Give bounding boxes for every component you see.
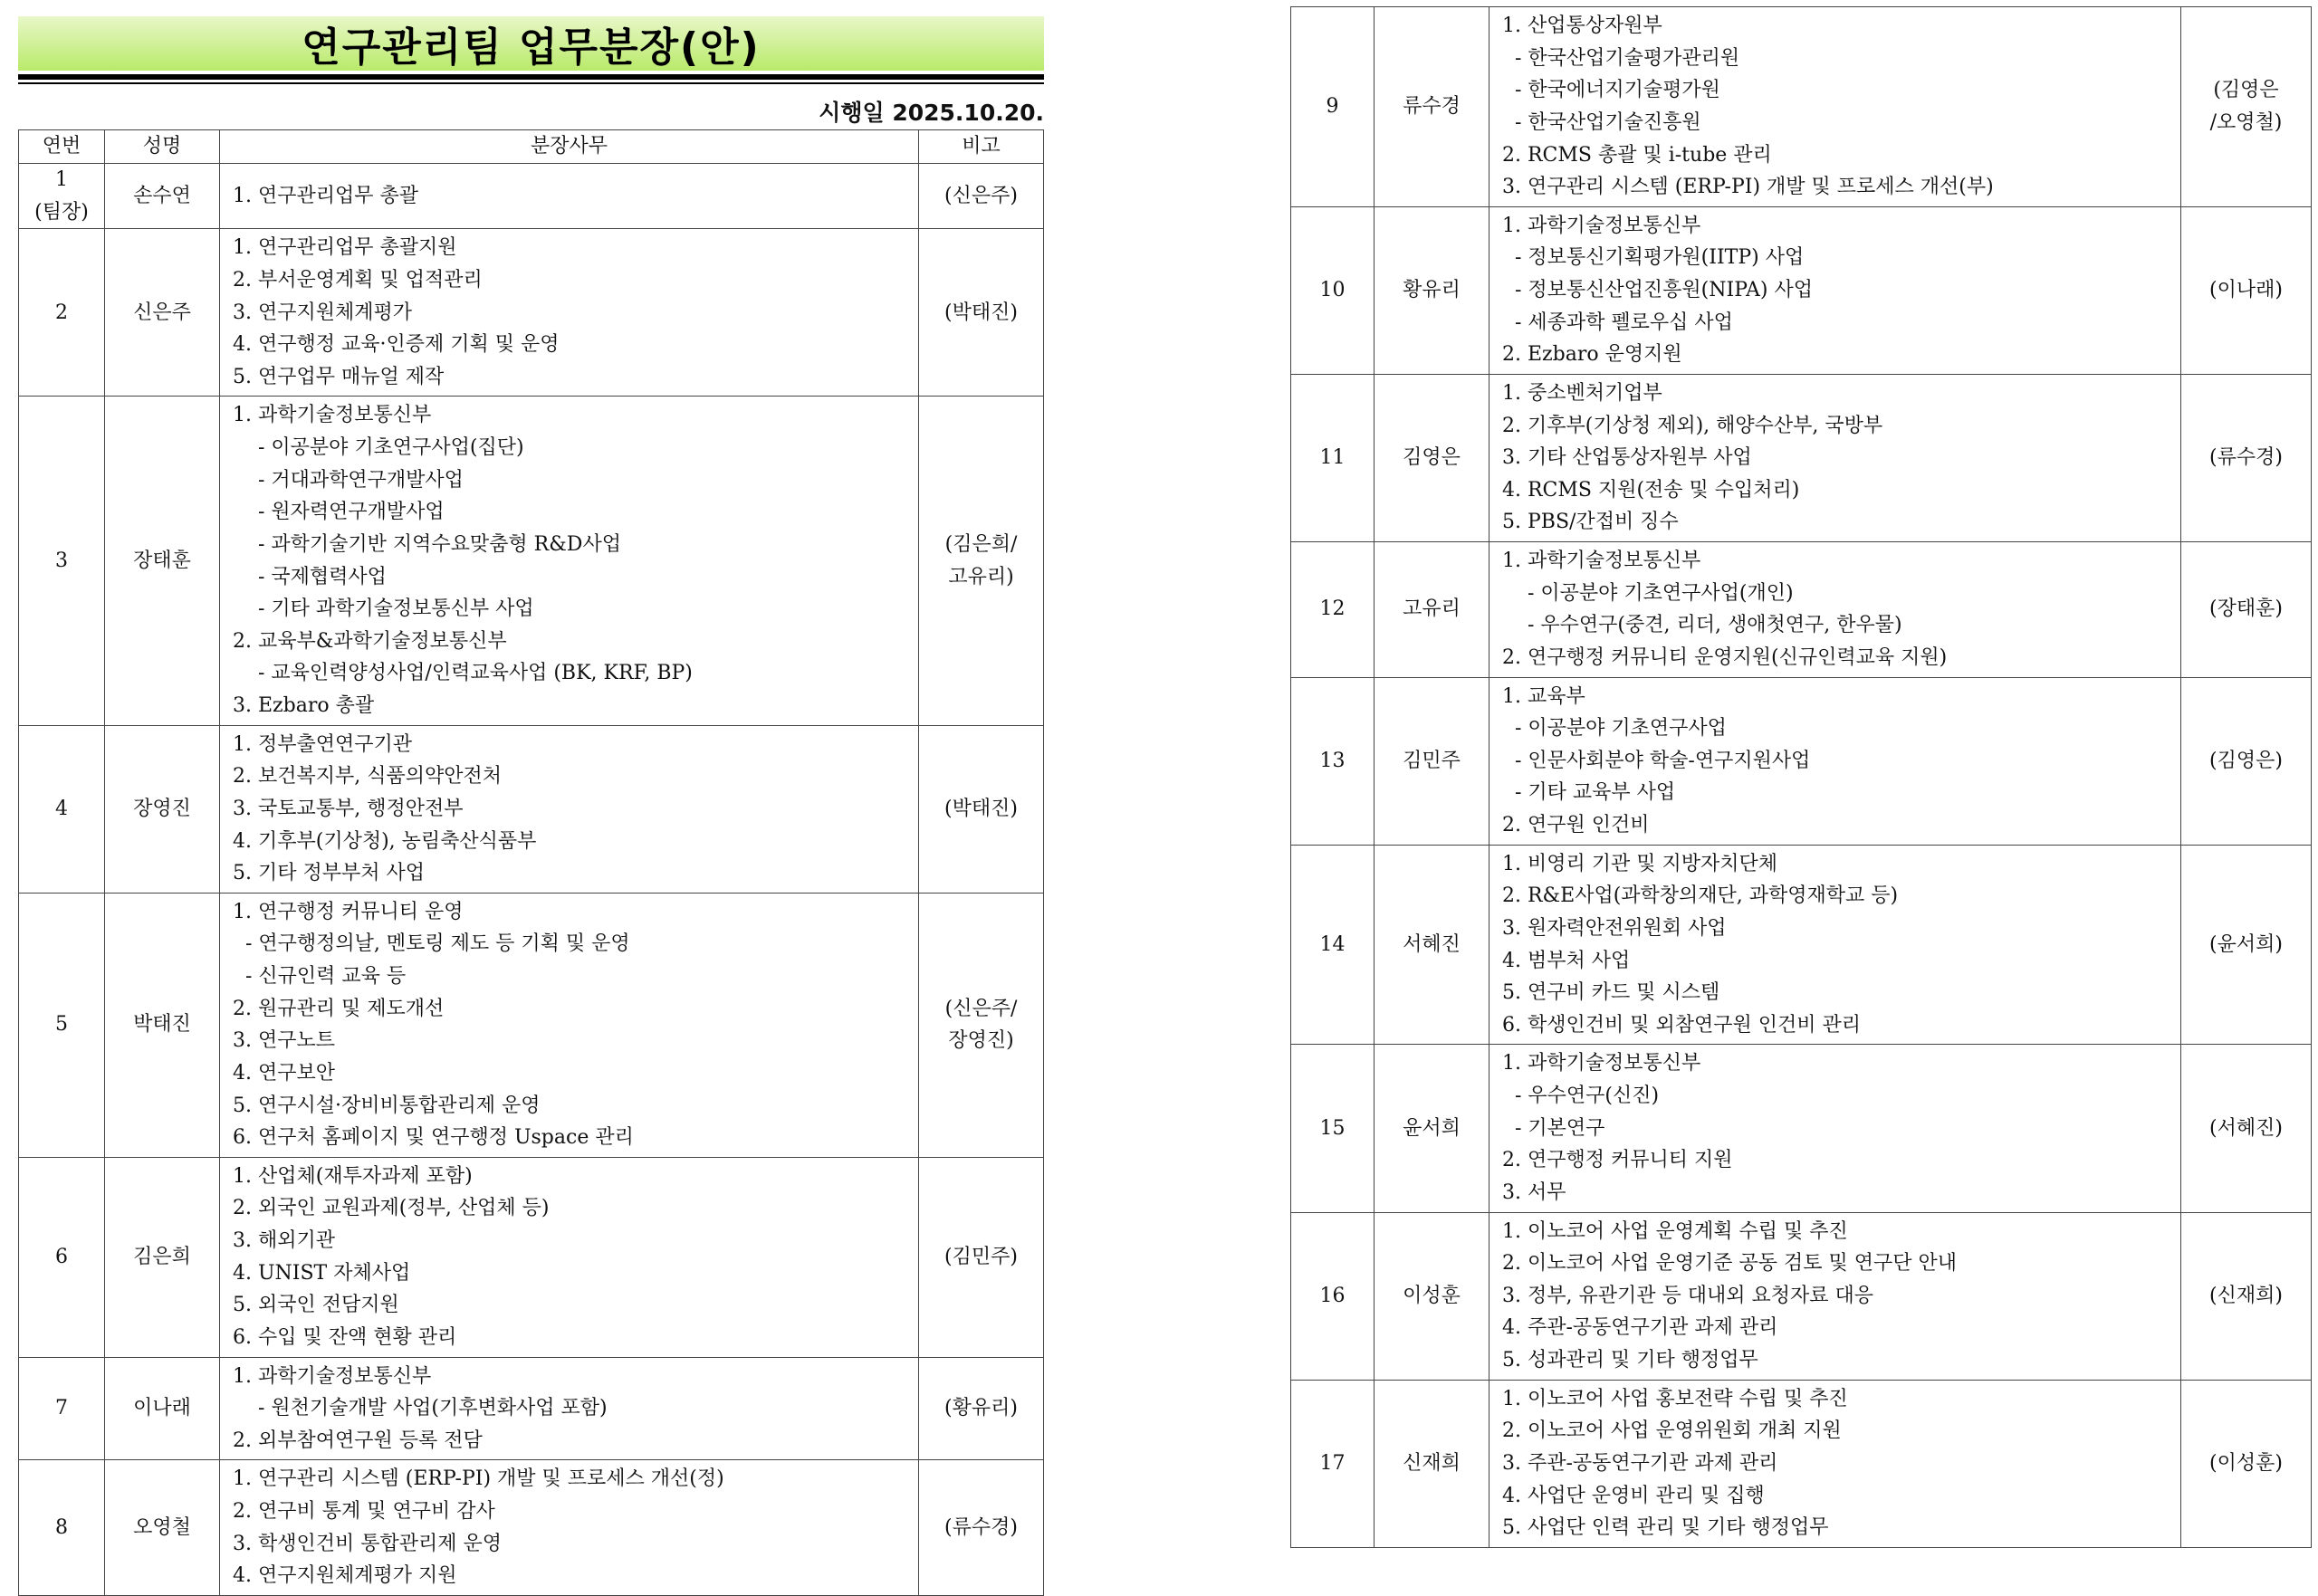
document-title: 연구관리팀 업무분장(안) [302,24,761,71]
duty-item: 2. 연구비 통계 및 연구비 감사 [233,1500,495,1523]
duty-item: 2. Ezbaro 운영지원 [1502,343,1682,367]
duty-item: 2. 보건복지부, 식품의약안전처 [233,765,502,788]
duty-item: - 국제협력사업 [233,565,387,588]
duty-item: 5. 연구시설·장비비통합관리제 운영 [233,1094,541,1117]
duty-item: - 과학기술기반 지역수요맞춤형 R&D사업 [233,532,621,556]
duties-cell [1489,542,2181,678]
header-note: 비고 [919,130,1044,164]
duties-cell [220,1157,919,1357]
title-rule-thick [18,74,1044,80]
staff-name: 황유리 [1375,206,1489,374]
duty-item: 1. 교육부 [1502,684,1585,708]
duty-item: 5. PBS/간접비 징수 [1502,511,1679,534]
duty-item: 3. 기타 산업통상자원부 사업 [1502,446,1752,470]
duty-item: 4. UNIST 자체사업 [233,1261,411,1285]
duty-item: 3. 연구노트 [233,1029,335,1053]
table-row [19,1460,1044,1596]
row-number: 2 [19,229,105,397]
header-name: 성명 [105,130,220,164]
duty-item: 1. 이노코어 사업 홍보전략 수립 및 추진 [1502,1387,1848,1410]
table-row [19,164,1044,229]
duties-cell [220,229,919,397]
duty-item: 2. 기후부(기상청 제외), 해양수산부, 국방부 [1502,414,1883,437]
duty-item: 3. 원자력안전위원회 사업 [1502,916,1727,940]
duty-item: 1. 과학기술정보통신부 [1502,1052,1701,1075]
duty-item: - 이공분야 기초연구사업(집단) [233,436,524,459]
staff-name: 박태진 [105,893,220,1157]
staff-name: 김영은 [1375,374,1489,541]
backup-note: (신재희) [2181,1212,2312,1380]
staff-name: 장영진 [105,725,220,893]
table-row [1291,7,2312,207]
duty-item: 5. 기타 정부부처 사업 [233,862,425,885]
row-number: 7 [19,1357,105,1460]
row-number: 1 (팀장) [19,164,105,229]
duty-item: 1. 연구관리업무 총괄 [233,184,418,207]
backup-note: (류수경) [919,1460,1044,1596]
row-number: 11 [1291,374,1375,541]
duty-item: - 이공분야 기초연구사업(개인) [1502,581,1794,605]
row-number: 15 [1291,1045,1375,1212]
duty-item: 2. 외국인 교원과제(정부, 산업체 등) [233,1197,550,1220]
duties-cell [1489,1045,2181,1212]
title-banner [18,16,1044,71]
duty-item: - 정보통신산업진흥원(NIPA) 사업 [1502,279,1813,301]
table-row [1291,542,2312,678]
staff-name: 오영철 [105,1460,220,1596]
duty-item: - 우수연구(중견, 리더, 생애첫연구, 한우물) [1502,614,1902,637]
duty-item: 5. 사업단 인력 관리 및 기타 행정업무 [1502,1516,1829,1540]
duties-cell [1489,1380,2181,1547]
duty-item: - 연구행정의날, 멘토링 제도 등 기획 및 운영 [233,932,630,956]
header-no: 연번 [19,130,105,164]
staff-name: 김은희 [105,1157,220,1357]
duty-item: 1. 산업체(재투자과제 포함) [233,1164,473,1188]
table-row [1291,677,2312,845]
duty-item: 1. 중소벤처기업부 [1502,381,1662,405]
backup-note: (류수경) [2181,374,2312,541]
backup-note: (장태훈) [2181,542,2312,678]
backup-note: (김영은 /오영철) [2181,7,2312,207]
header-duties: 분장사무 [220,130,919,164]
row-number: 3 [19,397,105,725]
header-row [19,130,1044,164]
duty-item: - 한국산업기술평가관리원 [1502,46,1740,70]
table-row [19,725,1044,893]
backup-note: (서혜진) [2181,1045,2312,1212]
duty-item: 3. 정부, 유관기관 등 대내외 요청자료 대응 [1502,1284,1873,1307]
backup-note: (신은주) [919,164,1044,229]
duty-item: - 원자력연구개발사업 [233,501,445,524]
duty-item: 3. 연구지원체계평가 [233,301,412,324]
duty-item: 4. 범부처 사업 [1502,949,1631,972]
duty-item: 2. 이노코어 사업 운영위원회 개최 지원 [1502,1419,1842,1443]
duties-cell [1489,845,2181,1045]
duty-item: 4. 사업단 운영비 관리 및 집행 [1502,1484,1765,1507]
duty-item: 5. 연구업무 매뉴얼 제작 [233,365,445,388]
staff-name: 손수연 [105,164,220,229]
duty-item: 1. 이노코어 사업 운영계획 수립 및 추진 [1502,1219,1848,1243]
backup-note: (황유리) [919,1357,1044,1460]
duty-item: 3. 해외기관 [233,1229,335,1252]
backup-note: (김민주) [919,1157,1044,1357]
duty-item: 6. 수입 및 잔액 현황 관리 [233,1325,457,1349]
duty-item: 2. R&E사업(과학창의재단, 과학영재학교 등) [1502,884,1899,908]
right-column [1290,6,2312,1548]
staff-name: 이성훈 [1375,1212,1489,1380]
duties-cell [220,1357,919,1460]
backup-note: (윤서희) [2181,845,2312,1045]
duty-item: 1. 과학기술정보통신부 [1502,550,1701,572]
duty-item: - 기타 과학기술정보통신부 사업 [233,597,534,621]
duty-item: - 교육인력양성사업/인력교육사업 (BK, KRF, BP) [233,662,693,685]
duty-item: 3. 연구관리 시스템 (ERP-PI) 개발 및 프로세스 개선(부) [1502,176,1994,199]
duty-item: 2. 부서운영계획 및 업적관리 [233,268,483,291]
backup-note: (박태진) [919,725,1044,893]
duty-item: 1. 정부출연연구기관 [233,732,412,756]
staff-name: 윤서희 [1375,1045,1489,1212]
row-number: 16 [1291,1212,1375,1380]
table-row [1291,374,2312,541]
row-number: 9 [1291,7,1375,207]
table-row [1291,845,2312,1045]
duty-item: - 이공분야 기초연구사업 [1502,717,1727,741]
duty-item: - 인문사회분야 학술-연구지원사업 [1502,749,1811,772]
duty-item: 1. 과학기술정보통신부 [233,1364,432,1388]
staff-name: 류수경 [1375,7,1489,207]
backup-note: (신은주/ 장영진) [919,893,1044,1157]
duty-item: 2. 연구행정 커뮤니티 지원 [1502,1149,1733,1172]
table-row [19,1157,1044,1357]
duty-item: 1. 비영리 기관 및 지방자치단체 [1502,852,1777,875]
row-number: 14 [1291,845,1375,1045]
duties-cell [1489,677,2181,845]
table-row [19,1357,1044,1460]
backup-note: (이나래) [2181,206,2312,374]
duties-cell [220,397,919,725]
staff-name: 신재희 [1375,1380,1489,1547]
table-row [19,229,1044,397]
duty-item: - 우수연구(신진) [1502,1085,1660,1107]
duty-item: - 기본연구 [1502,1116,1605,1140]
duty-item: 5. 외국인 전담지원 [233,1294,399,1317]
duty-item: 2. 원규관리 및 제도개선 [233,997,445,1020]
table-row [19,893,1044,1157]
duty-item: 2. 이노코어 사업 운영기준 공동 검토 및 연구단 안내 [1502,1252,1957,1276]
duty-item: 1. 산업통상자원부 [1502,14,1662,37]
duties-cell [220,725,919,893]
backup-note: (박태진) [919,229,1044,397]
effective-date: 시행일 2025.10.20. [819,100,1044,126]
row-number: 17 [1291,1380,1375,1547]
duty-item: - 신규인력 교육 등 [233,965,407,988]
row-number: 5 [19,893,105,1157]
duty-item: 1. 과학기술정보통신부 [233,404,432,427]
duty-item: 3. 학생인건비 통합관리제 운영 [233,1532,502,1555]
duties-cell [220,893,919,1157]
duty-item: - 정보통신기획평가원(IITP) 사업 [1502,246,1805,270]
duties-cell [1489,1212,2181,1380]
staff-name: 김민주 [1375,677,1489,845]
duty-item: - 기타 교육부 사업 [1502,781,1676,805]
backup-note: (김영은) [2181,677,2312,845]
staff-name: 장태훈 [105,397,220,725]
duty-item: 6. 연구처 홈페이지 및 연구행정 Uspace 관리 [233,1126,634,1150]
duty-item: 3. 주관-공동연구기관 과제 관리 [1502,1451,1778,1475]
duty-item: 2. 연구원 인건비 [1502,814,1650,836]
duty-item: 1. 연구행정 커뮤니티 운영 [233,900,464,923]
duty-item: 5. 성과관리 및 기타 행정업무 [1502,1349,1758,1371]
duty-item: - 한국산업기술진흥원 [1502,110,1701,134]
duty-item: 4. 연구행정 교육·인증제 기획 및 운영 [233,333,560,357]
table-row [19,397,1044,725]
duty-item: 4. 연구보안 [233,1061,335,1085]
title-rule-thin [18,82,1044,84]
duty-item: 3. 국토교통부, 행정안전부 [233,797,464,820]
row-number: 10 [1291,206,1375,374]
duties-cell [1489,206,2181,374]
row-number: 8 [19,1460,105,1596]
duty-item: 2. 외부참여연구원 등록 전담 [233,1429,483,1452]
duties-cell [1489,374,2181,541]
duty-item: 5. 연구비 카드 및 시스템 [1502,981,1720,1005]
duty-table-right [1290,6,2312,1548]
duty-item: - 원천기술개발 사업(기후변화사업 포함) [233,1397,608,1420]
table-row [1291,1212,2312,1380]
duty-item: 4. 기후부(기상청), 농림축산식품부 [233,829,537,853]
duties-cell [220,164,919,229]
duty-item: 2. RCMS 총괄 및 i-tube 관리 [1502,143,1772,167]
duty-item: 4. RCMS 지원(전송 및 수입처리) [1502,478,1800,502]
backup-note: (이성훈) [2181,1380,2312,1547]
duties-cell [1489,7,2181,207]
table-row [1291,206,2312,374]
table-row [1291,1045,2312,1212]
staff-name: 서혜진 [1375,845,1489,1045]
duty-item: 1. 연구관리업무 총괄지원 [233,236,457,260]
duty-item: - 세종과학 펠로우십 사업 [1502,311,1733,334]
duty-item: 3. 서무 [1502,1180,1566,1204]
left-column [18,16,1044,1596]
duty-item: 4. 연구지원체계평가 지원 [233,1564,457,1588]
backup-note: (김은희/ 고유리) [919,397,1044,725]
duty-item: 3. Ezbaro 총괄 [233,694,375,717]
row-number: 4 [19,725,105,893]
row-number: 13 [1291,677,1375,845]
duty-item: 6. 학생인건비 및 외참연구원 인건비 관리 [1502,1013,1861,1037]
table-row [1291,1380,2312,1547]
duty-item: 2. 교육부&과학기술정보통신부 [233,629,507,653]
duty-item: 2. 연구행정 커뮤니티 운영지원(신규인력교육 지원) [1502,645,1948,669]
duty-item: 1. 연구관리 시스템 (ERP-PI) 개발 및 프로세스 개선(정) [233,1467,724,1491]
duty-table-left [18,129,1044,1596]
row-number: 12 [1291,542,1375,678]
duty-item: - 거대과학연구개발사업 [233,468,464,492]
row-number: 6 [19,1157,105,1357]
staff-name: 이나래 [105,1357,220,1460]
duty-item: 4. 주관-공동연구기관 과제 관리 [1502,1316,1778,1340]
duty-item: 1. 과학기술정보통신부 [1502,214,1701,237]
duty-item: - 한국에너지기술평가원 [1502,79,1720,102]
staff-name: 신은주 [105,229,220,397]
staff-name: 고유리 [1375,542,1489,678]
duties-cell [220,1460,919,1596]
